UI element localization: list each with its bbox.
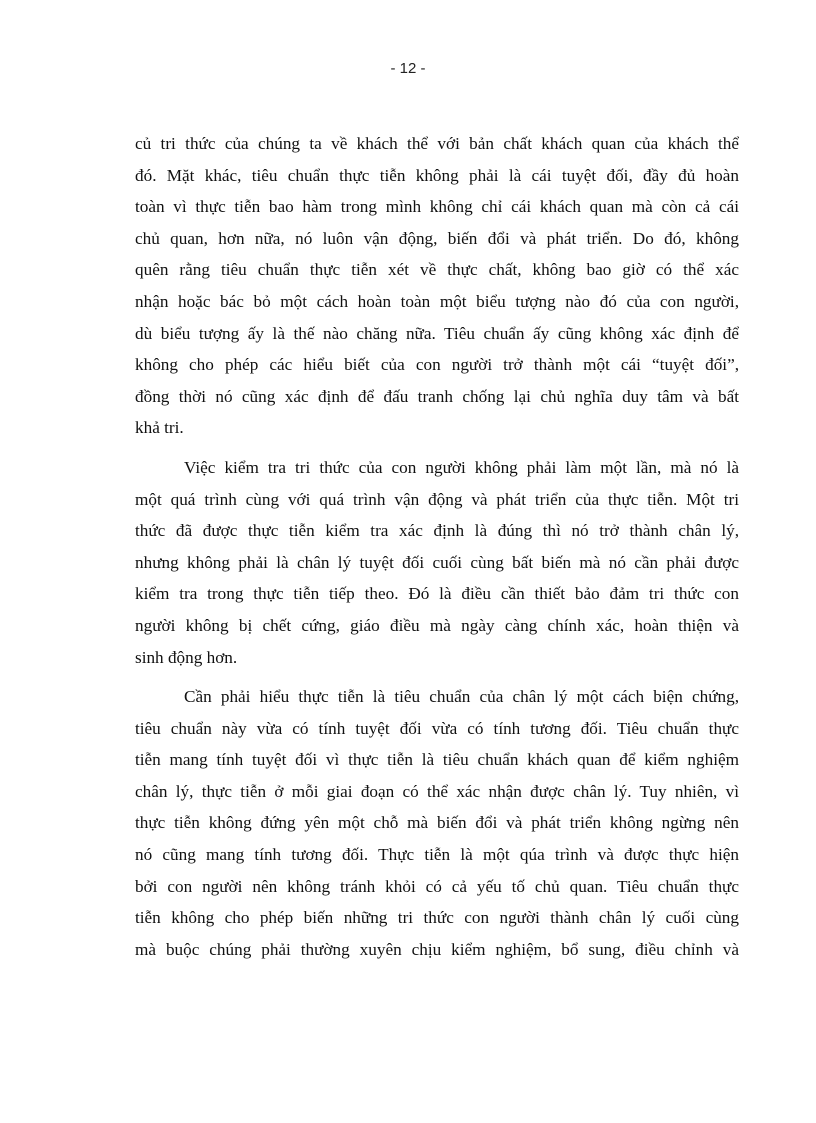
text-line: người không bị chết cứng, giáo điều mà ngày càng chính xác, hoàn thiện và xyxy=(135,615,739,635)
text-line: Việc kiểm tra tri thức của con người không phải làm một lần, mà nó là xyxy=(184,457,739,477)
text-line: dù biểu tượng ấy là thế nào chăng nữa. Tiêu chuẩn ấy cũng không xác định để xyxy=(135,323,739,343)
text-line: kiểm tra trong thực tiễn tiếp theo. Đó là điều cần thiết bảo đảm tri thức con xyxy=(135,584,739,604)
paragraph xyxy=(135,452,739,673)
paragraph xyxy=(135,128,739,444)
text-line: toàn vì thực tiễn bao hàm trong mình không chỉ cái khách quan mà còn cả cái xyxy=(135,197,739,217)
text-line: khả tri. xyxy=(135,418,184,438)
text-line: chân lý, thực tiễn ở mỗi giai đoạn có thể xác nhận được chân lý. Tuy nhiên, vì xyxy=(135,781,739,801)
text-line: thức đã được thực tiễn kiểm tra xác định là đúng thì nó trở thành chân lý, xyxy=(135,521,739,541)
text-line: Cần phải hiểu thực tiễn là tiêu chuẩn của chân lý một cách biện chứng, xyxy=(184,687,739,707)
text-line: quên rằng tiêu chuẩn thực tiễn xét về thực chất, không bao giờ có thể xác xyxy=(135,260,739,280)
text-line: chủ quan, hơn nữa, nó luôn vận động, biến đổi và phát triển. Do đó, không xyxy=(135,228,739,248)
text-line: thực tiễn không đứng yên một chỗ mà biến đổi và phát triển không ngừng nên xyxy=(135,813,739,833)
text-line: không cho phép các hiểu biết của con người trở thành một cái “tuyệt đối”, xyxy=(135,355,739,375)
text-line: nó cũng mang tính tương đối. Thực tiễn là một qúa trình và được thực hiện xyxy=(135,845,739,865)
text-line: tiêu chuẩn này vừa có tính tuyệt đối vừa có tính tương đối. Tiêu chuẩn thực xyxy=(135,718,739,738)
text-line: bởi con người nên không tránh khỏi có cả yếu tố chủ quan. Tiêu chuẩn thực xyxy=(135,876,739,896)
text-line: đó. Mặt khác, tiêu chuẩn thực tiễn không phải là cái tuyệt đối, đầy đủ hoàn xyxy=(135,165,739,185)
text-line: một quá trình cùng với quá trình vận động và phát triển của thực tiễn. Một tri xyxy=(135,489,739,509)
body-text xyxy=(135,128,739,973)
text-line: đồng thời nó cũng xác định để đấu tranh chống lại chủ nghĩa duy tâm và bất xyxy=(135,386,739,406)
text-line: tiễn không cho phép biến những tri thức con người thành chân lý cuối cùng xyxy=(135,908,739,928)
text-line: củ tri thức của chúng ta về khách thể với bản chất khách quan của khách thể xyxy=(135,134,739,153)
text-line: nhận hoặc bác bỏ một cách hoàn toàn một biểu tượng nào đó của con người, xyxy=(135,291,739,311)
text-line: sinh động hơn. xyxy=(135,647,238,667)
text-line: mà buộc chúng phải thường xuyên chịu kiểm nghiệm, bổ sung, điều chỉnh và xyxy=(135,939,739,959)
page-number: - 12 - xyxy=(390,60,426,77)
text-line: tiễn mang tính tuyệt đối vì thực tiễn là tiêu chuẩn khách quan để kiểm nghiệm xyxy=(135,750,739,770)
text-line: nhưng không phải là chân lý tuyệt đối cuối cùng bất biến mà nó cần phải được xyxy=(135,552,739,572)
paragraph xyxy=(135,681,739,965)
